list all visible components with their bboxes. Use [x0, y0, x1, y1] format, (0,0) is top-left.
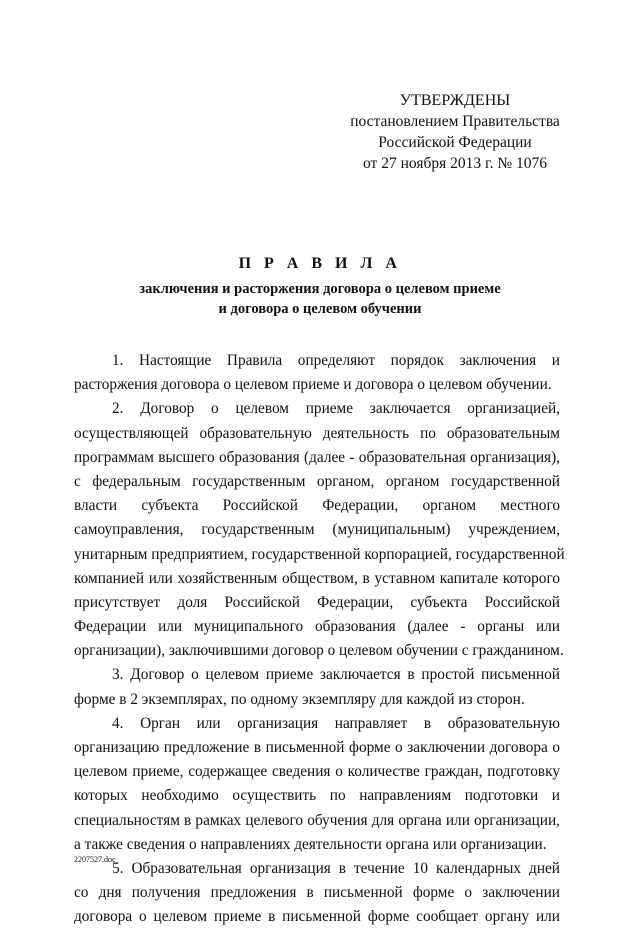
paragraph-line: целевом приеме, содержащее сведения о количестве граждан, подготовку	[74, 763, 560, 781]
approval-heading: УТВЕРЖДЕНЫ	[399, 92, 511, 109]
document-body	[74, 349, 565, 930]
paragraph-5	[74, 857, 560, 930]
paragraph-line: 1. Настоящие Правила определяют порядок заключения и	[112, 352, 560, 369]
paragraph-line: а также сведения о направлениях деятельности органа или организации.	[74, 835, 547, 853]
paragraph-line: программам высшего образования (далее - образовательная организация),	[74, 448, 560, 466]
paragraph-line: Федерации или муниципального образования (далее - органы или	[74, 618, 560, 636]
paragraph-line: специальностям в рамках целевого обучения для органа или организации,	[74, 811, 560, 829]
subtitle-line: и договора о целевом обучении	[218, 301, 422, 317]
paragraph-line: форме в 2 экземплярах, по одному экземпляру для каждой из сторон.	[74, 690, 525, 708]
paragraph-line: самоуправления, государственным (муниципальным) учреждением,	[74, 521, 560, 539]
paragraph-2	[74, 397, 565, 663]
document-subtitle	[0, 279, 640, 319]
paragraph-3	[74, 663, 560, 711]
paragraph-line: осуществляющей образовательную деятельность по образовательным	[74, 424, 560, 442]
paragraph-4	[74, 712, 560, 857]
paragraph-line: 5. Образовательная организация в течение 10 календарных дней	[112, 859, 560, 877]
approval-line: постановлением Правительства	[350, 113, 560, 130]
paragraph-line: унитарным предприятием, государственной корпорацией, государственной	[74, 545, 565, 563]
paragraph-line: организации), заключившими договор о целевом обучении с гражданином.	[74, 642, 564, 660]
paragraph-line: власти субъекта Российской Федерации, органом местного	[74, 497, 560, 515]
paragraph-line: расторжения договора о целевом приеме и договора о целевом обучении.	[74, 376, 552, 394]
paragraph-line: компанией или хозяйственным обществом, в уставном капитале которого	[74, 569, 560, 587]
paragraph-line: с федеральным государственным органом, органом государственной	[74, 472, 560, 490]
paragraph-line: 2. Договор о целевом приеме заключается организацией,	[112, 400, 560, 418]
paragraph-line: присутствует доля Российской Федерации, субъекта Российской	[74, 593, 560, 611]
paragraph-1	[74, 349, 560, 397]
approval-stamp	[340, 90, 570, 174]
paragraph-line: 4. Орган или организация направляет в образовательную	[112, 714, 560, 732]
paragraph-line: договора о целевом приеме в письменной форме сообщает органу или	[74, 908, 560, 926]
paragraph-line: которых необходимо осуществить по направлениям подготовки и	[74, 787, 560, 805]
file-name-footer: 2207527.doc	[74, 855, 116, 864]
paragraph-line: со дня получения предложения в письменной форме о заключении	[74, 884, 560, 902]
approval-date-number: от 27 ноября 2013 г. № 1076	[363, 155, 547, 172]
paragraph-line: организацию предложение в письменной форме о заключении договора о	[74, 739, 560, 756]
paragraph-line: 3. Договор о целевом приеме заключается в простой письменной	[112, 666, 560, 684]
document-title: П Р А В И Л А	[238, 255, 402, 272]
subtitle-line: заключения и расторжения договора о целевом приеме	[139, 281, 501, 297]
approval-line: Российской Федерации	[378, 134, 532, 151]
